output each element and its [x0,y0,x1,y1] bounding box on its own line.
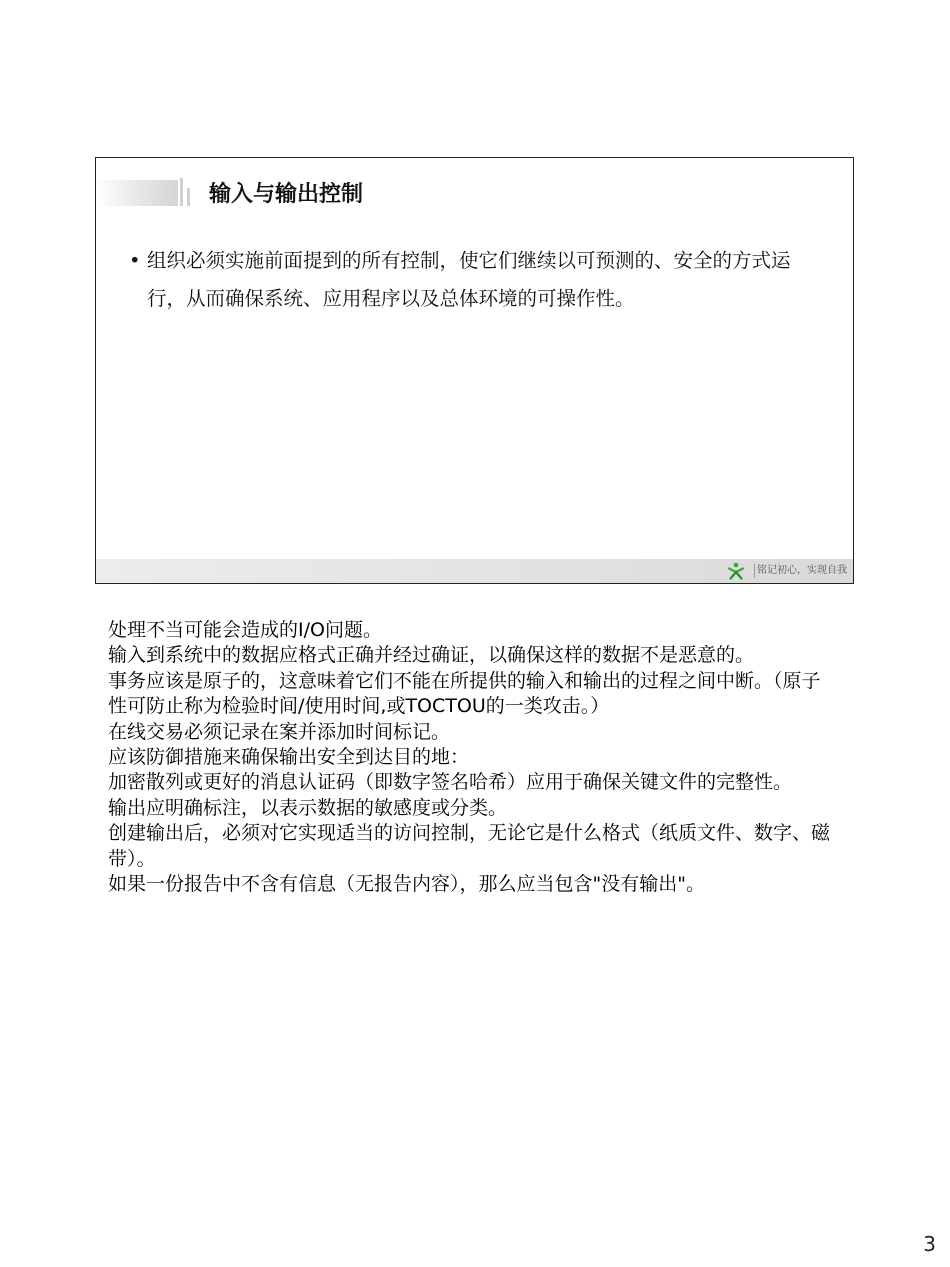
slide-thumbnail [95,157,854,584]
speaker-notes [108,618,838,897]
title-decoration [96,180,178,206]
bullet-text: 组织必须实施前面提到的所有控制，使它们继续以可预测的、安全的方式运行，从而确保系统、应用程序以及总体环境的可操作性。 [147,249,791,310]
notes-line: 加密散列或更好的消息认证码（即数字签名哈希）应用于确保关键文件的完整性。 [108,771,793,794]
notes-line: 在线交易必须记录在案并添加时间标记。 [108,720,451,743]
notes-line: 处理不当可能会造成的I/O问题。 [108,619,382,641]
notes-line: 如果一份报告中不含有信息（无报告内容），那么应当包含"没有输出"。 [108,873,705,896]
bullet-dot-icon: • [129,249,141,272]
page-number: 3 [923,1232,936,1256]
notes-line: 输入到系统中的数据应格式正确并经过确证，以确保这样的数据不是恶意的。 [108,644,755,667]
notes-line: 应该防御措施来确保输出安全到达目的地： [108,746,470,769]
notes-line: 输出应明确标注，以表示数据的敏感度或分类。 [108,796,508,819]
notes-line: 事务应该是原子的，这意味着它们不能在所提供的输入和输出的过程之间中断。（原子性可防止称为检验时间/使用时间,或TOCTOU的一类攻击。） [108,669,821,718]
bullet-item [129,242,819,318]
footer-slogan: 铭记初心，实现自我 [757,565,847,576]
person-logo-icon [727,562,745,580]
slide-title: 输入与输出控制 [209,182,364,207]
title-decoration-bar [187,188,190,206]
footer-divider [754,564,755,578]
slide-footer [96,559,853,583]
title-decoration-bar [180,178,183,206]
notes-line: 创建输出后，必须对它实现适当的访问控制，无论它是什么格式（纸质文件、数字、磁带）。 [108,822,831,870]
